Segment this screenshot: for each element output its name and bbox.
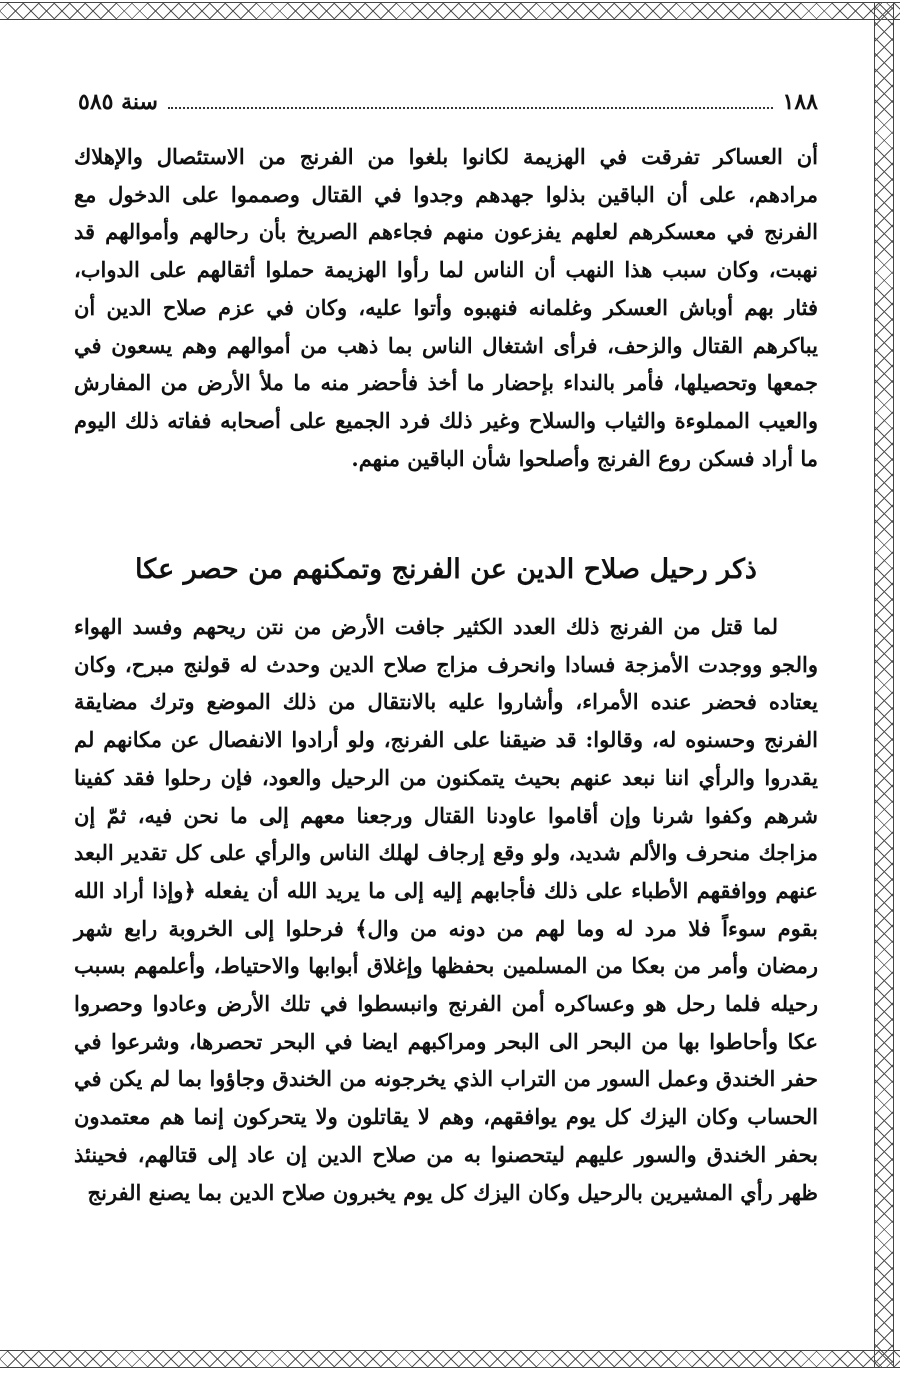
decorative-border-right bbox=[874, 2, 894, 1368]
header-dotted-rule bbox=[168, 107, 773, 109]
decorative-border-bottom bbox=[0, 1350, 900, 1368]
opening-paragraph-block bbox=[74, 138, 818, 477]
body-paragraph: لما قتل من الفرنج ذلك العدد الكثير جافت الأرض من نتن ريحهم وفسد الهواء والجو ووجدت الأمزجة فسادا وانحرف مزاج صلاح الدين وحدث له قولنج مبرح، وكان يعتاده فحضر عنده الأمراء، وأشاروا عليه بالانتقال من ذلك الموضع وترك مضايقة الفرنج وحسنوه له، وقالوا: قد ضيقنا على الفرنج، ولو أرادوا الانفصال عن مكانهم لم يقدروا والرأي اننا نبعد عنهم بحيث يتمكنون من الرحيل والعود، فإن رحلوا فقد كفينا شرهم وكفوا شرنا وإن أقاموا عاودنا القتال ورجعنا معهم إلى ما نحن فيه، ثمّ إن مزاجك منحرف والألم شديد، ولو وقع إرجاف لهلك الناس والرأي على كل تقدير البعد عنهم ووافقهم الأطباء على ذلك فأجابهم إليه إلى ما يريد الله أن يفعله ﴿وإذا أراد الله بقوم سوءاً فلا مرد له وما لهم من دونه من وال﴾ فرحلوا إلى الخروبة رابع شهر رمضان وأمر من بعكا من المسلمين بحفظها وإغلاق أبوابها والاحتياط، وأعلمهم بسبب رحيله فلما رحل هو وعساكره أمن الفرنج وانبسطوا في تلك الأرض وعادوا وحصروا عكا وأحاطوا بها من البحر الى البحر ومراكبهم ايضا في البحر تحصرها، وشرعوا في حفر الخندق وعمل السور من التراب الذي يخرجونه من الخندق وجاؤوا بما لم يكن في الحساب وكان اليزك كل يوم يوافقهم، وهم لا يقاتلون ولا يتحركون إنما هم معتمدون بحفر الخندق والسور عليهم ليتحصنوا به من صلاح الدين إن عاد إلى قتالهم، فحينئذ ظهر رأي المشيرين بالرحيل وكان اليزك كل يوم يخبرون صلاح الدين بما يصنع الفرنج bbox=[74, 614, 818, 1205]
page-number: ١٨٨ bbox=[782, 89, 818, 115]
body-paragraph: أن العساكر تفرقت في الهزيمة لكانوا بلغوا من الفرنج من الاستئصال والإهلاك مرادهم، على أن الباقين بذلوا جهدهم وجدوا في القتال وصمموا على الدخول مع الفرنج في معسكرهم لعلهم يفزعون منهم فجاءهم الصريخ بأن رحالهم وأموالهم قد نهبت، وكان سبب هذا النهب أن الناس لما رأوا الهزيمة حملوا أثقالهم على الدواب، فثار بهم أوباش العسكر وغلمانه فنهبوه وأتوا عليه، وكان في عزم صلاح الدين أن يباكرهم القتال والزحف، فرأى اشتغال الناس بما ذهب من أموالهم وهم يسعون في جمعها وتحصيلها، فأمر بالنداء بإحضار ما أخذ فأحضر منه ما ملأ الأرض من المفارش والعيب المملوءة والثياب والسلاح وغير ذلك فرد الجميع على أصحابه ففاته ذلك اليوم ما أراد فسكن روع الفرنج وأصلحوا شأن الباقين منهم. bbox=[74, 144, 819, 471]
section-body-block bbox=[74, 608, 818, 1211]
running-title: سنة ٥٨٥ bbox=[78, 89, 158, 115]
page-header bbox=[78, 84, 818, 120]
section-heading: ذكر رحيل صلاح الدين عن الفرنج وتمكنهم من حصر عكا bbox=[135, 554, 757, 585]
decorative-border-top bbox=[0, 2, 900, 20]
